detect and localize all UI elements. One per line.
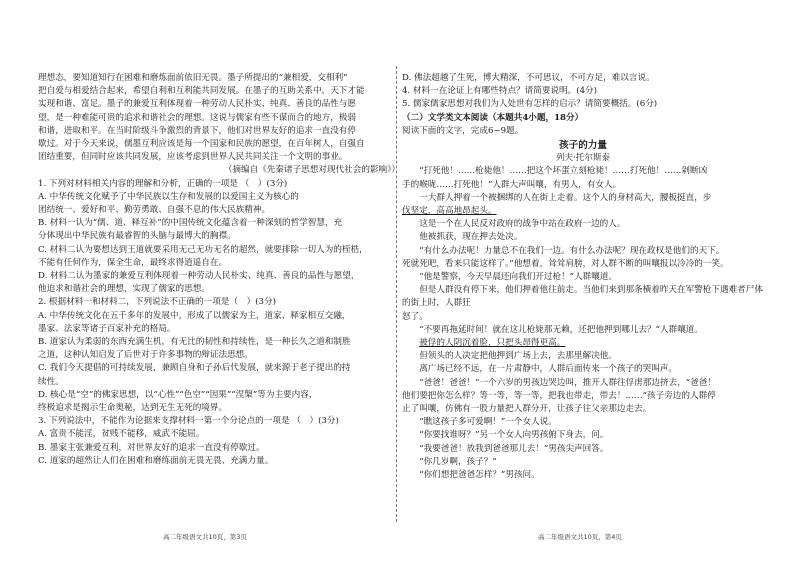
q1-option-c-cont: 不能有任何作为，保全生命，最终求得逍遥自在。 xyxy=(38,257,228,268)
passage-line: 实现和谐、富足。墨子的兼爱互利体现着一种劳动人民朴实、纯真、善良的品性与愿 xyxy=(38,99,356,110)
q1-option-d: D. 材料二认为墨家的兼爱互利体现着一种劳动人民朴实、纯真、善良的品性与愿望， xyxy=(38,271,360,282)
q2-option-d-cont: 终极追求是揭示生命奥秘，达到无生无死的境界。 xyxy=(38,403,228,414)
passage-line: 团结重要，但同时应该共同发展，应该考虑到世界人民共同关注一个文明的事业。 xyxy=(38,152,348,163)
q2-option-a-cont: 墨家、法家等诸子百家补充的格局。 xyxy=(38,323,176,334)
story-line: “我要爸爸！放我到爸爸那儿去！”男孩尖声回答。 xyxy=(419,443,609,454)
story-line: “打死他！……枪毙他！……把这个坏蛋立刻枪毙！……打死他！……剁断凶 xyxy=(419,166,708,177)
story-line: “爸爸！爸爸！”一个六岁的男孩边哭边叫，推开人群往俘虏那边挤去，“爸爸！ xyxy=(419,377,716,388)
q1-option-c: C. 材料二认为要想达到王道就要采用无己无功无名的超然，就要排除一切人为的桎梏， xyxy=(38,244,368,255)
q1-option-b: B. 材料一认为“儒、道、释互补”的中国传统文化蕴含着一种深刻的哲学智慧，充 xyxy=(38,218,343,229)
q2-option-d: D. 核心是“空”的佛家思想，以“心性”“色空”“因果”“涅槃”等为主要内容， xyxy=(38,389,318,400)
story-line: 他们要把你怎么样？等一等，等一等，把我也带走，带去！……”孩子旁边的人群停 xyxy=(402,390,716,401)
story-line: “瞧这孩子多可爱啊！”一个女人说。 xyxy=(419,417,557,428)
question-1-stem: 1. 下列对材料相关内容的理解和分析，正确的一项是 （ ）(3分) xyxy=(38,178,288,189)
story-title: 孩子的力量 xyxy=(559,140,607,152)
passage-line: 把自爱与相爱结合起来，希望自利和互利能共同发展。在墨子的互助关系中，天下才能 xyxy=(38,86,365,97)
q1-option-b-cont: 分体现出中华民族有最睿智的头脑与最博大的胸襟。 xyxy=(38,231,236,242)
story-line: 手的喉咙……打死他！”人群大声叫嚷，有男人，有女人。 xyxy=(402,179,622,190)
left-page xyxy=(38,72,400,468)
question-3-stem: 3. 下列说法中，不能作为论据来支撑材料一第一个分论点的一项是 （ ）(3分) xyxy=(38,416,339,427)
story-line: 他被抓获，现在押去处决。 xyxy=(419,232,523,243)
story-line-underlined: 被俘的人阴沉着脸，只把头昂得更高。 xyxy=(419,338,566,349)
q1-option-d-cont: 他迫求和谐社会的理想，实现了儒家的思想。 xyxy=(38,284,210,295)
q3-option-a: A. 富贵不能淫，贫贱不能移，威武不能屈。 xyxy=(38,429,205,440)
question-5: 5. 儒家儒家思想对我们为人处世有怎样的启示？请简要概括。(6分) xyxy=(402,99,658,110)
story-line: 死就死吧，看来只能这样了。”他想着，耸耸肩膀，对人群不断的叫嚷报以冷冷的一笑。 xyxy=(402,258,729,269)
q2-option-d-text: D. 佛法超越了生死，博大精深，不可思议，不可方足，难以言说。 xyxy=(402,73,655,83)
passage-line: 理想态，要知道知行在困难和磨炼面前依旧无畏。墨子所提出的“兼相爱，交相利” xyxy=(38,73,348,83)
q2-option-c-cont: 续性。 xyxy=(38,376,64,387)
q2-option-a: A. 中华传统文化在五千多年的发展中，形成了以儒家为主，道家、释家相互交融， xyxy=(38,310,351,321)
story-author: 列夫·托尔斯泰 xyxy=(555,153,611,164)
story-line: “你要找谁呀？”另一个女人向男孩俯下身去，问。 xyxy=(419,430,609,441)
q2-option-b: B. 道家认为柔弱的东西充满生机，有无比的韧性和持续性，是一种长久之道和制胜 xyxy=(38,337,351,348)
q3-option-c: C. 道家的超然让人们在困难和磨练面前无畏无畏、充满力量。 xyxy=(38,455,274,466)
q2-option-b-cont: 之道，这种认知启发了后世对于许多事物的辩证法思想。 xyxy=(38,350,253,361)
footer-page-3: 高二年级语文共10页，第3页 xyxy=(163,533,247,541)
question-4: 4. 材料一在论证上有哪些特点？请简要说明。(4分) xyxy=(402,86,597,97)
section-instruction: 阅读下面的文字，完成6~9题。 xyxy=(402,125,524,136)
story-line: 怒了。 xyxy=(402,311,428,322)
story-line: “有什么办法呢！力量总不在我们一边。有什么办法呢？现在政权是他们的天下。 xyxy=(419,245,725,256)
story-line-underlined: 伐坚定，高高地昂起头。 xyxy=(402,206,497,217)
story-line: 一大群人押着一个被捆绑的人在街上走着。这个人的身材高大，腰板挺直，步 xyxy=(419,192,712,203)
story-line: 离广场已经不远，在一片肃静中，人群后面传来一个孩子的哭叫声。 xyxy=(419,364,678,375)
q1-option-a-cont: 团结统一、爱好和平、勤劳勇敢、自强不息的伟大民族精神。 xyxy=(38,205,271,216)
page-divider xyxy=(396,66,397,522)
story-line: 但领头的人决定把他押到广场上去，去那里解决他。 xyxy=(419,351,617,362)
story-line: 但是人群没有停下来，他们押着他往前走。当他们来到那条横着昨天在军警枪下遇难者尸体的街上时，人群狂 xyxy=(402,285,763,309)
story-line: “他是警察，今天早晨还向我们开过枪！”人群嚷道。 xyxy=(419,272,618,283)
passage-line: 望，是一种难能可贵的追求和谐社会的理想。这说与儒家有些不谋而合的地方，极弱 xyxy=(38,112,356,123)
footer-page-4: 高二年级语文共10页，第4页 xyxy=(538,533,622,541)
story-line: “不要再拖延时间！就在这儿枪毙那无赖，还把他押到哪儿去？”人群嚷道。 xyxy=(419,324,703,335)
q3-option-b: B. 墨家主张兼爱互利，对世界友好的追求一直没有停歇过。 xyxy=(38,442,265,453)
q1-option-a: A. 中华传统文化赋予了中华民族以生存和发展的以爱国主义为核心的 xyxy=(38,191,299,202)
q2-option-c: C. 我们今天提倡的可持续发展，兼顾自身和子孙后代发展，就来源于老子提出的持 xyxy=(38,363,351,374)
passage-line: 歇过。对于今天来说，儒墨互利应该是每一个国家和民族的愿望，在百年树人，自强自 xyxy=(38,139,365,150)
citation: （摘编自《先秦诸子思想对现代社会的影响》） xyxy=(223,165,400,176)
story-line: 这是一个在人民反对政府的战争中站在政府一边的人。 xyxy=(419,219,626,230)
story-line: “你几岁啊，孩子？” xyxy=(419,456,497,467)
story-line: “你们想把爸爸怎样？”男孩问。 xyxy=(419,470,540,481)
section-heading: （二）文学类文本阅读（本题共4小题，18分） xyxy=(402,112,584,123)
question-2-stem: 2. 根据材料一和材料二，下列说法不正确的一项是（ ）(3分) xyxy=(38,297,276,308)
passage-line: 和谐，进取和平。在当时阶级斗争激烈的背景下，他们对世界友好的追求一直没有停 xyxy=(38,125,356,136)
story-line: 止了叫嚷，仿佛有一股力量把人群分开，让孩子往父亲那边走去。 xyxy=(402,404,652,415)
right-page xyxy=(402,72,764,482)
